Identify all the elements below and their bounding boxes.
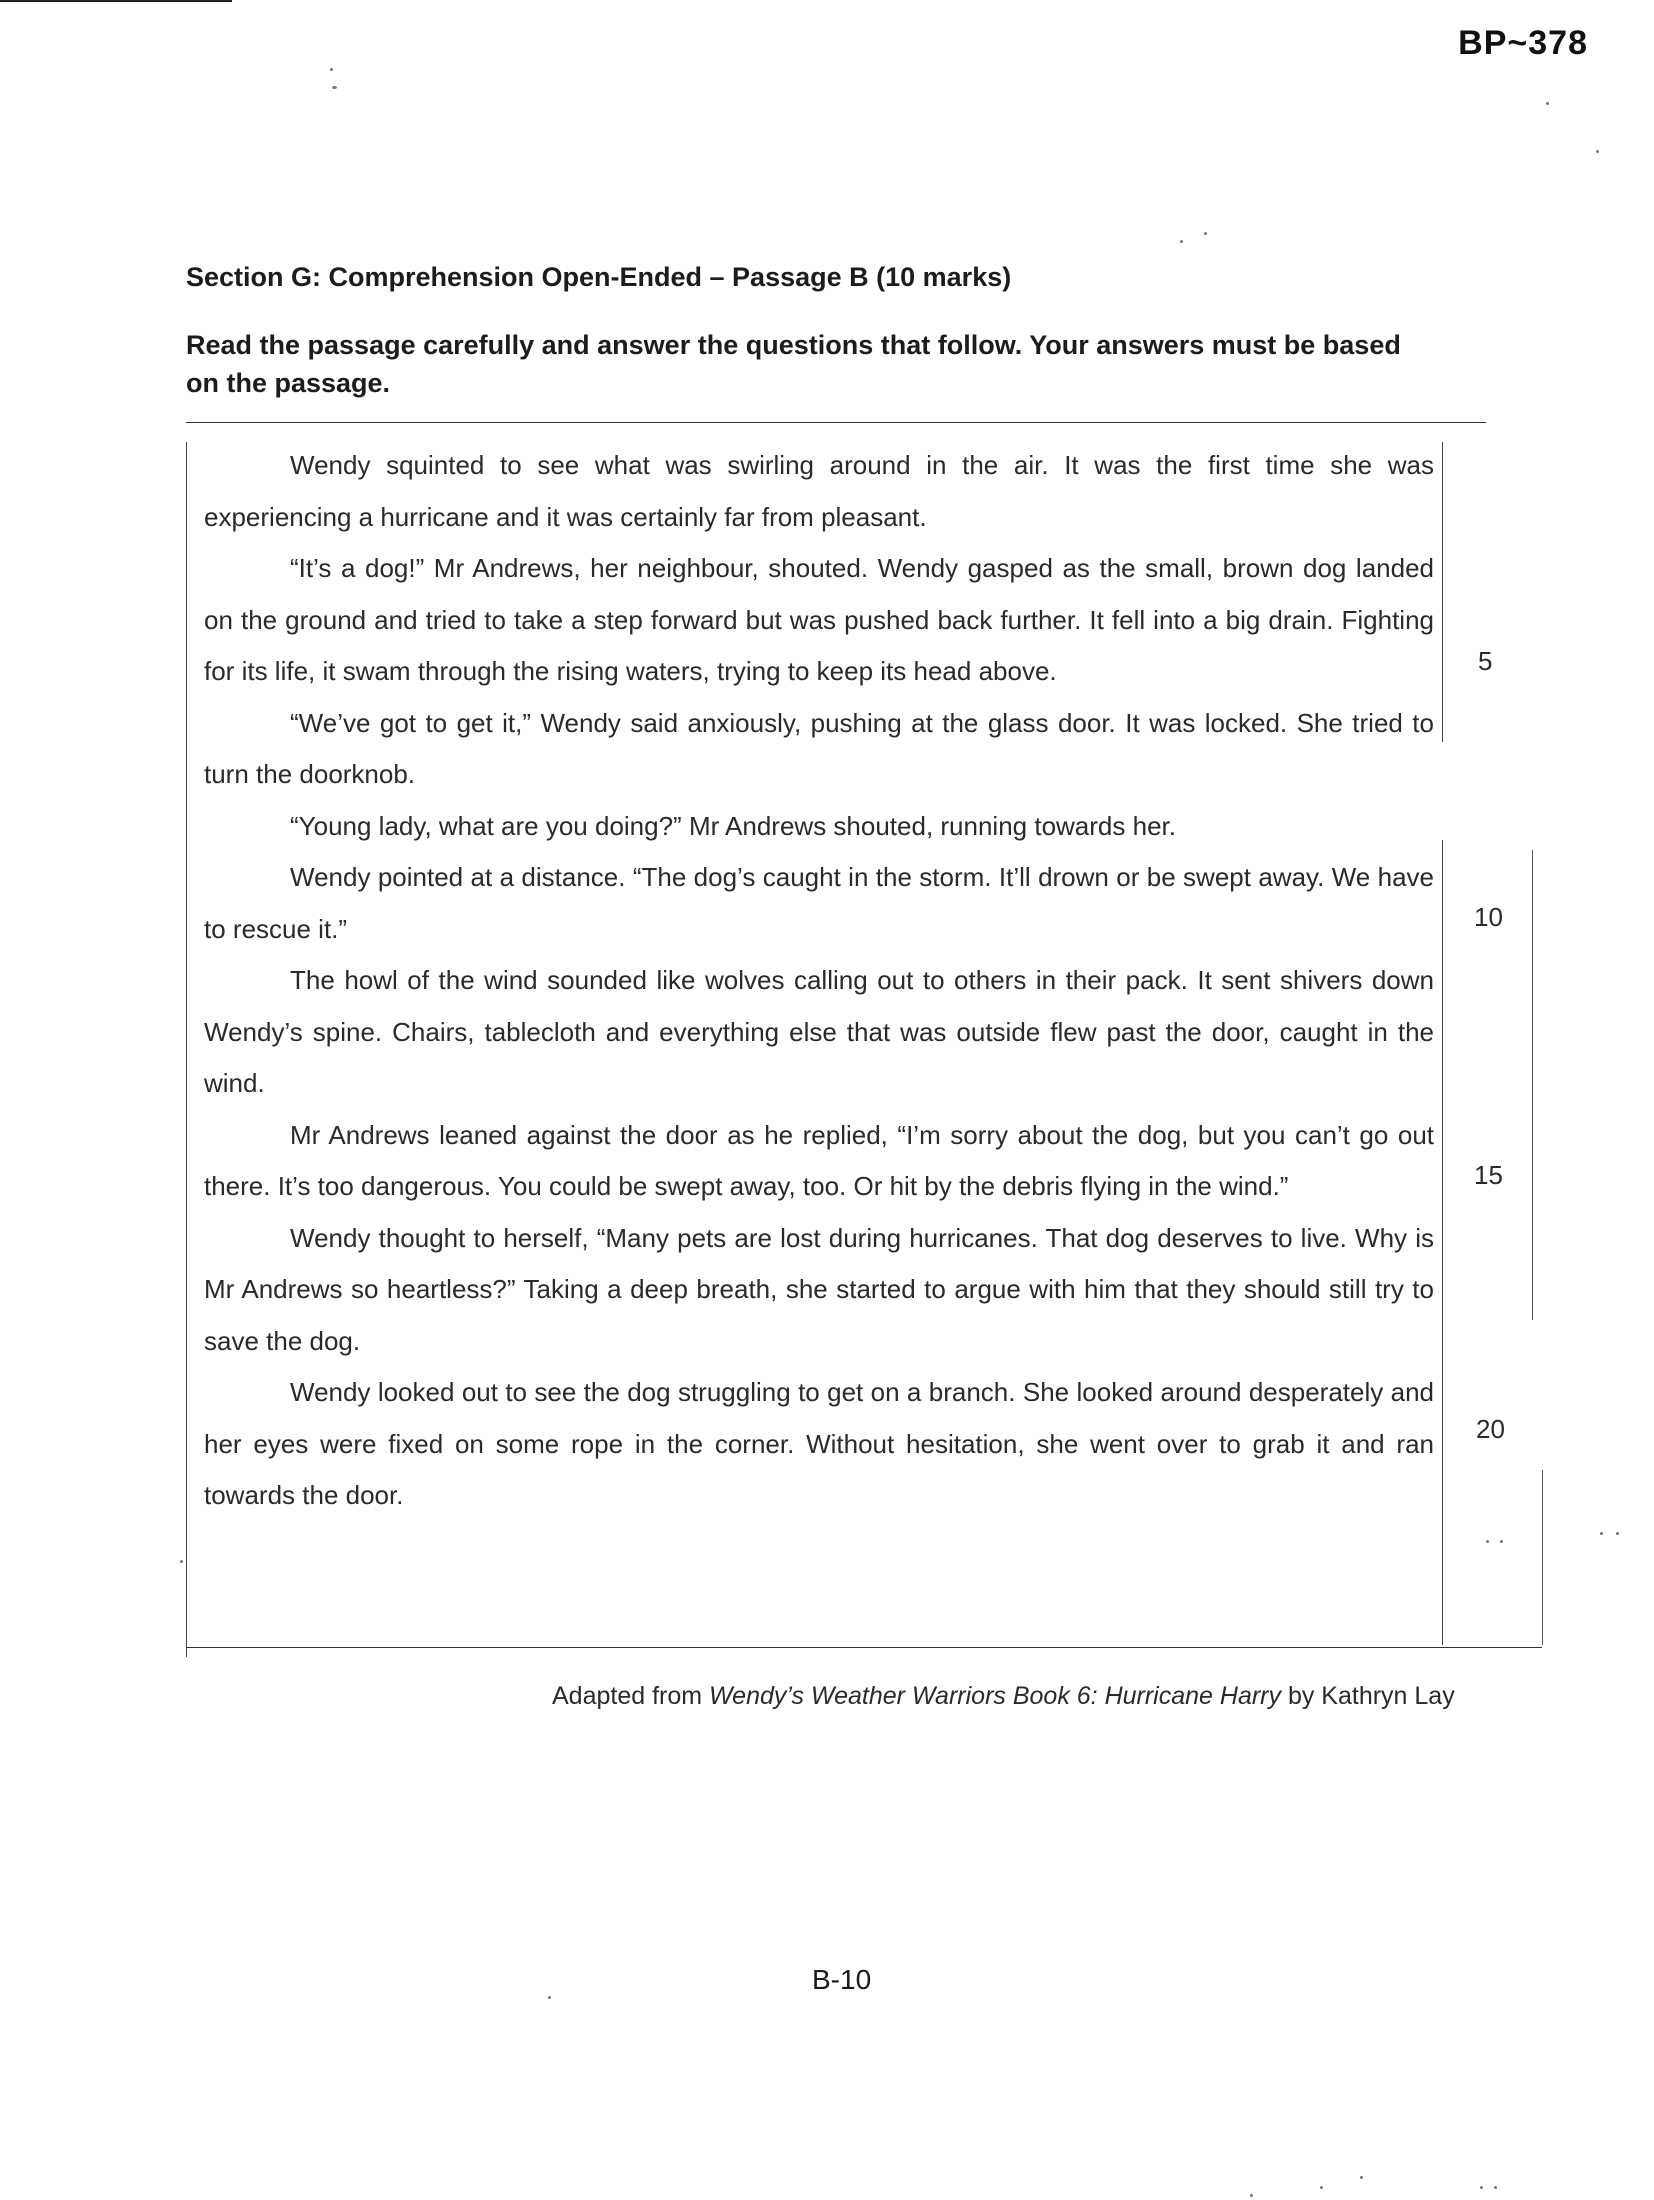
scan-speck bbox=[1500, 1540, 1503, 1543]
scan-speck bbox=[332, 86, 337, 89]
line-number-15: 15 bbox=[1474, 1160, 1503, 1190]
line-number-5: 5 bbox=[1478, 646, 1493, 676]
scan-speck bbox=[1480, 2186, 1483, 2189]
passage-frame-right bbox=[1442, 840, 1443, 1645]
scan-speck bbox=[1486, 1540, 1489, 1543]
scan-speck bbox=[1596, 150, 1599, 153]
citation-suffix: by Kathryn Lay bbox=[1281, 1682, 1455, 1710]
scan-speck bbox=[1320, 2186, 1323, 2189]
source-citation bbox=[552, 1682, 1455, 1711]
line-number-20: 20 bbox=[1476, 1414, 1505, 1444]
scan-speck bbox=[548, 1996, 551, 1999]
paragraph: Wendy squinted to see what was swirling around in the air. It was the first time she was experiencing a hurricane and it was certainly far from pleasant. bbox=[204, 450, 1434, 532]
passage-frame-bottom bbox=[186, 1647, 1542, 1648]
top-edge-rule bbox=[0, 0, 232, 2]
line-number-10: 10 bbox=[1474, 902, 1503, 932]
instructions: Read the passage carefully and answer the questions that follow. Your answers must be based on the passage. bbox=[186, 330, 1401, 398]
scan-speck bbox=[1616, 1532, 1619, 1535]
passage-text bbox=[204, 440, 1434, 1522]
margin-frame-line bbox=[1532, 850, 1533, 1320]
paragraph: Wendy thought to herself, “Many pets are lost during hurricanes. That dog deserves to live. Why is Mr Andrews so heartless?” Taking a deep breath, she started to argue with him that they should still try to save the dog. bbox=[204, 1222, 1434, 1356]
passage-frame-top bbox=[186, 422, 1486, 423]
paragraph: Wendy pointed at a distance. “The dog’s caught in the storm. It’ll drown or be swept away. We have to rescue it.” bbox=[204, 862, 1434, 944]
citation-title: Wendy’s Weather Warriors Book 6: Hurricane Harry bbox=[709, 1682, 1281, 1710]
paragraph: “It’s a dog!” Mr Andrews, her neighbour, shouted. Wendy gasped as the small, brown dog landed on the ground and tried to take a step forward but was pushed back further. It fell into a big drain. Fighting for its life, it swam through the rising waters, trying to keep its head above. bbox=[204, 553, 1434, 686]
scan-speck bbox=[1204, 232, 1207, 235]
passage-frame-right bbox=[1442, 442, 1443, 742]
scan-speck bbox=[330, 68, 333, 71]
paragraph: The howl of the wind sounded like wolves calling out to others in their pack. It sent shivers down Wendy’s spine. Chairs, tablecloth and everything else that was outside flew past the door, caught in the wind. bbox=[204, 965, 1434, 1098]
scan-speck bbox=[1360, 2176, 1363, 2179]
scan-speck bbox=[1600, 1532, 1603, 1535]
passage-frame-left bbox=[186, 442, 187, 1657]
page-number: B-10 bbox=[812, 1964, 872, 1995]
scan-speck bbox=[180, 1560, 183, 1563]
citation-prefix: Adapted from bbox=[552, 1682, 710, 1710]
section-heading: Section G: Comprehension Open-Ended – Passage B (10 marks) bbox=[186, 262, 1012, 292]
paragraph: Wendy looked out to see the dog struggling to get on a branch. She looked around desperately and her eyes were fixed on some rope in the corner. Without hesitation, she went over to grab it and ran towards the door. bbox=[204, 1377, 1434, 1510]
paper-code: BP~378 bbox=[1458, 24, 1588, 62]
paragraph: Mr Andrews leaned against the door as he replied, “I’m sorry about the dog, but you can’t go out there. It’s too dangerous. You could be swept away, too. Or hit by the debris flying in the wind.” bbox=[204, 1119, 1434, 1201]
scan-speck bbox=[1494, 2186, 1497, 2189]
paragraph: “We’ve got to get it,” Wendy said anxiously, pushing at the glass door. It was locked. She tried to turn the doorknob. bbox=[204, 707, 1434, 789]
paragraph: “Young lady, what are you doing?” Mr Andrews shouted, running towards her. bbox=[290, 810, 1176, 841]
margin-frame-line bbox=[1542, 1470, 1543, 1645]
scan-speck bbox=[1180, 240, 1183, 243]
scan-speck bbox=[1250, 2194, 1253, 2197]
scan-speck bbox=[1546, 102, 1549, 105]
